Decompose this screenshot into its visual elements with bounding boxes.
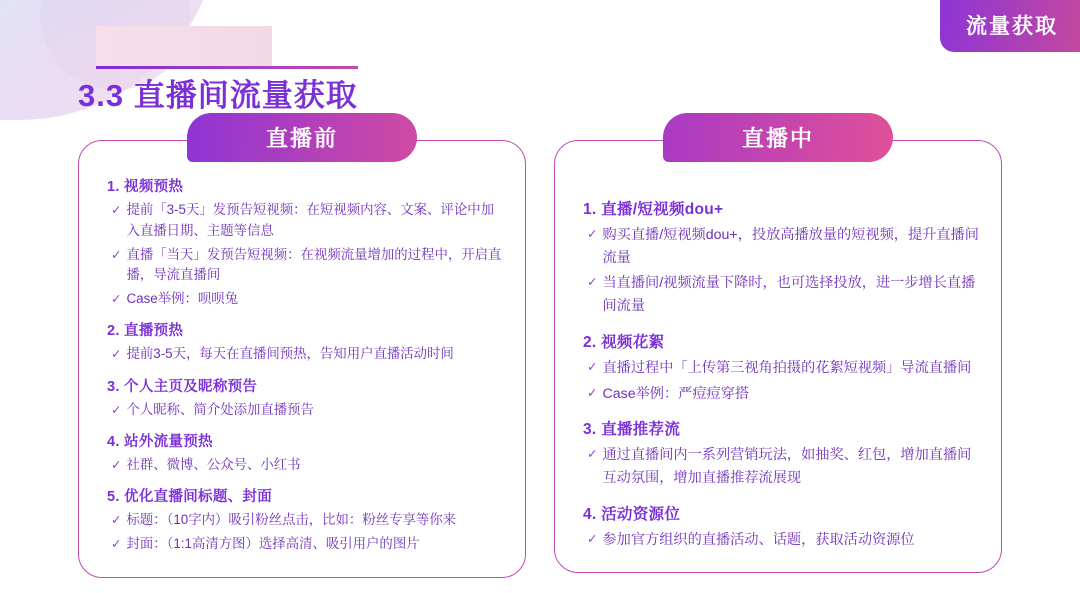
- list-item: [111, 455, 503, 476]
- column-before-live: [78, 126, 526, 578]
- check-icon: ✓: [587, 385, 598, 400]
- card-before-live: [78, 140, 526, 578]
- check-icon: ✓: [587, 447, 598, 462]
- list-item-text: 社群、微博、公众号、小红书: [126, 456, 301, 472]
- list-item-text: Case举例：呗呗兔: [126, 291, 239, 307]
- column-header-during-live: 直播中: [663, 113, 893, 162]
- page-title: 3.3 直播间流量获取: [78, 78, 358, 113]
- section-title: 3. 直播推荐流: [583, 421, 681, 439]
- check-icon: ✓: [587, 531, 598, 546]
- list-item-text: 封面：（1:1高清方图）选择高清、吸引用户的图片: [126, 536, 420, 552]
- column-header-before-live: 直播前: [187, 113, 417, 162]
- title-underline: [96, 66, 358, 69]
- check-icon: ✓: [111, 537, 122, 552]
- list-item: [111, 289, 503, 310]
- list-item: [587, 444, 979, 489]
- section-title: 2. 直播预热: [107, 323, 184, 340]
- check-icon: ✓: [111, 457, 122, 472]
- list-item-text: 标题：（10字内）吸引粉丝点击，比如：粉丝专享等你来: [126, 512, 457, 528]
- section-title: 1. 视频预热: [107, 179, 184, 195]
- section-title: 4. 活动资源位: [583, 505, 681, 523]
- decor-band: [96, 26, 272, 68]
- list-item: [111, 344, 503, 365]
- list-item: [111, 510, 503, 531]
- section-title: 2. 视频花絮: [583, 333, 665, 351]
- section-title: 4. 站外流量预热: [107, 433, 213, 450]
- list-item-text: 参加官方组织的直播活动、话题，获取活动资源位: [602, 531, 915, 548]
- list-item: [111, 245, 503, 287]
- check-icon: ✓: [111, 292, 122, 307]
- content-columns: [0, 126, 1080, 578]
- list-item: [587, 224, 979, 269]
- list-item-text: 个人昵称、简介处添加直播预告: [126, 401, 314, 417]
- list-item-text: 购买直播/短视频dou+，投放高播放量的短视频，提升直播间流量: [602, 227, 979, 266]
- list-item: [111, 534, 503, 555]
- list-item: [587, 357, 979, 380]
- list-item-text: 提前「3-5天」发预告短视频：在短视频内容、文案、评论中加入直播日期、主题等信息: [126, 202, 494, 238]
- column-during-live: [554, 126, 1002, 578]
- list-item: [111, 200, 503, 242]
- list-item: [111, 400, 503, 421]
- list-item: [587, 272, 979, 317]
- section-title: 5. 优化直播间标题、封面: [107, 489, 273, 506]
- check-icon: ✓: [111, 203, 122, 217]
- check-icon: ✓: [587, 359, 598, 374]
- list-item: [587, 383, 979, 406]
- list-item-text: 通过直播间内一系列营销玩法，如抽奖、红包，增加直播间互动氛围，增加直播推荐流展现: [602, 447, 972, 487]
- list-item-text: 直播「当天」发预告短视频：在视频流量增加的过程中，开启直播，导流直播间: [126, 246, 502, 283]
- check-icon: ✓: [587, 227, 598, 241]
- list-item-text: 当直播间/视频流量下降时，也可选择投放，进一步增长直播间流量: [602, 275, 976, 315]
- corner-tag: 流量获取: [940, 0, 1080, 52]
- list-item-text: 提前3-5天，每天在直播间预热，告知用户直播活动时间: [126, 346, 454, 362]
- list-item-text: Case举例：严痘痘穿搭: [602, 385, 750, 402]
- card-during-live: [554, 140, 1002, 573]
- check-icon: ✓: [111, 513, 122, 528]
- section-title: 1. 直播/短视频dou+: [583, 201, 724, 218]
- check-icon: ✓: [587, 275, 598, 290]
- check-icon: ✓: [111, 347, 122, 362]
- check-icon: ✓: [111, 247, 122, 262]
- section-title: 3. 个人主页及昵称预告: [107, 378, 258, 395]
- check-icon: ✓: [111, 402, 122, 417]
- list-item-text: 直播过程中「上传第三视角拍摄的花絮短视频」导流直播间: [602, 359, 972, 376]
- list-item: [587, 529, 979, 552]
